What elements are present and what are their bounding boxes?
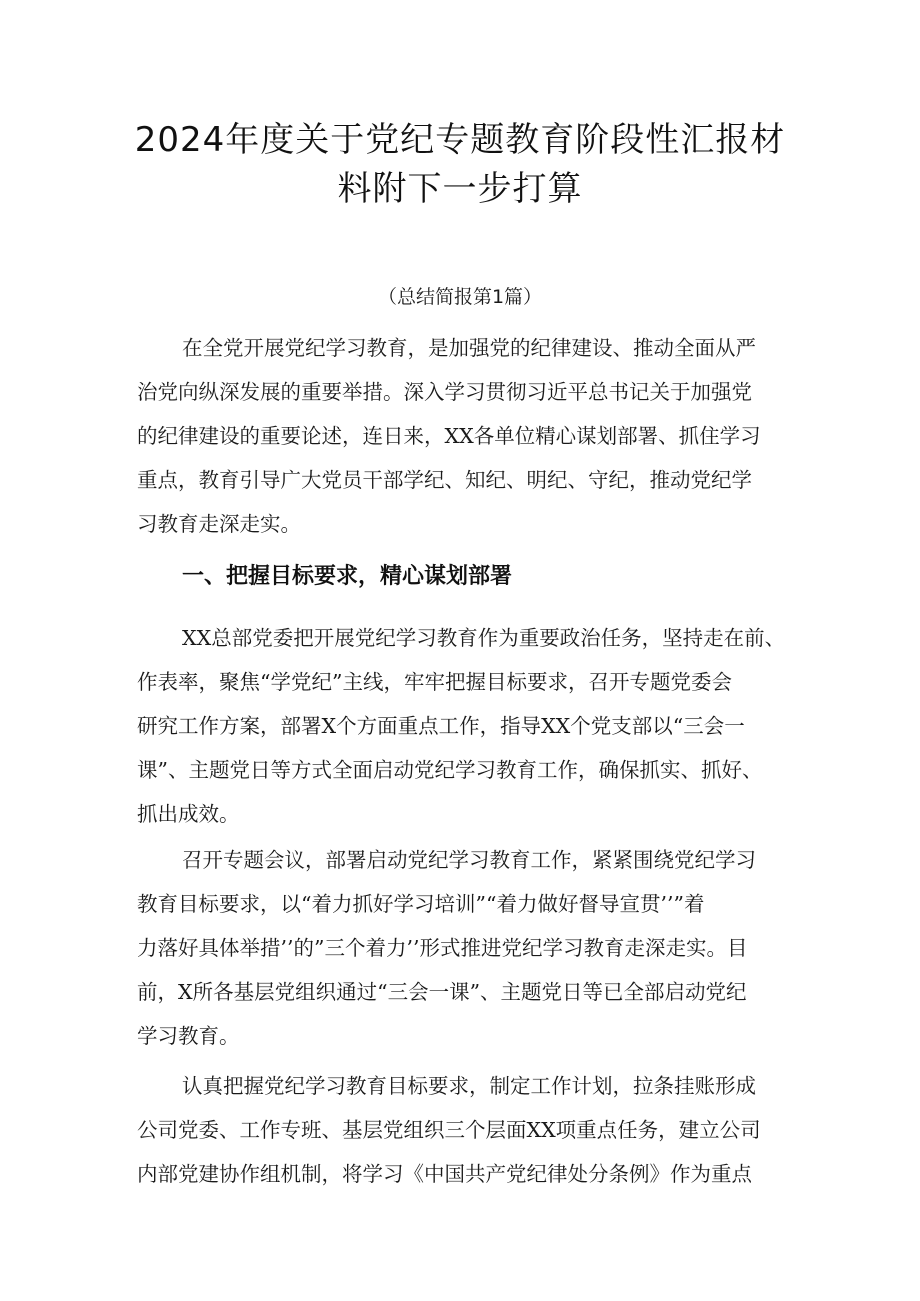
paragraph-line: 力落好具体举措’’的”三个着力’’形式推进党纪学习教育走深走实。目 (137, 936, 748, 960)
paragraph-line: 在全党开展党纪学习教育，是加强党的纪律建设、推动全面从严 (182, 336, 756, 360)
paragraph-line: 作表率，聚焦“学党纪”主线，牢牢把握目标要求，召开专题党委会 (137, 670, 732, 694)
paragraph-2 (137, 616, 799, 836)
paragraph-line: 治党向纵深发展的重要举措。深入学习贯彻习近平总书记关于加强党 (137, 380, 752, 404)
paragraph-line: 的纪律建设的重要论述，连日来，XX各单位精心谋划部署、抓住学习 (137, 424, 761, 448)
document-title-line-2: 料附下一步打算 (337, 169, 583, 209)
paragraph-line: 习教育走深走实。 (137, 512, 301, 536)
paragraph-4 (137, 1064, 799, 1196)
paragraph-line: 研究工作方案，部署X个方面重点工作，指导XX个党支部以“三会一 (137, 714, 745, 738)
document-title-line-1: 2024年度关于党纪专题教育阶段性汇报材 (134, 120, 786, 160)
paragraph-line: 召开专题会议，部署启动党纪学习教育工作，紧紧围绕党纪学习 (182, 848, 756, 872)
section-heading-1: 一、把握目标要求，精心谋划部署 (182, 564, 513, 589)
document-subtitle: （总结简报第1篇） (377, 286, 543, 308)
paragraph-1 (137, 326, 799, 546)
paragraph-line: 学习教育。 (137, 1024, 240, 1048)
paragraph-3 (137, 838, 799, 1058)
paragraph-line: 课”、主题党日等方式全面启动党纪学习教育工作，确保抓实、抓好、 (137, 758, 763, 782)
paragraph-line: 前，X所各基层党组织通过“三会一课”、主题党日等已全部启动党纪 (137, 980, 747, 1004)
paragraph-line: XX总部党委把开展党纪学习教育作为重要政治任务，坚持走在前、 (182, 626, 786, 650)
paragraph-line: 内部党建协作组机制，将学习《中国共产党纪律处分条例》作为重点 (137, 1162, 752, 1186)
paragraph-line: 教育目标要求，以“着力抓好学习培训”“着力做好督导宣贯’’”着 (137, 892, 705, 916)
paragraph-line: 抓出成效。 (137, 802, 240, 826)
paragraph-line: 公司党委、工作专班、基层党组织三个层面XX项重点任务，建立公司 (137, 1118, 761, 1142)
paragraph-line: 认真把握党纪学习教育目标要求，制定工作计划，拉条挂账形成 (182, 1074, 756, 1098)
paragraph-line: 重点，教育引导广大党员干部学纪、知纪、明纪、守纪，推动党纪学 (137, 468, 752, 492)
